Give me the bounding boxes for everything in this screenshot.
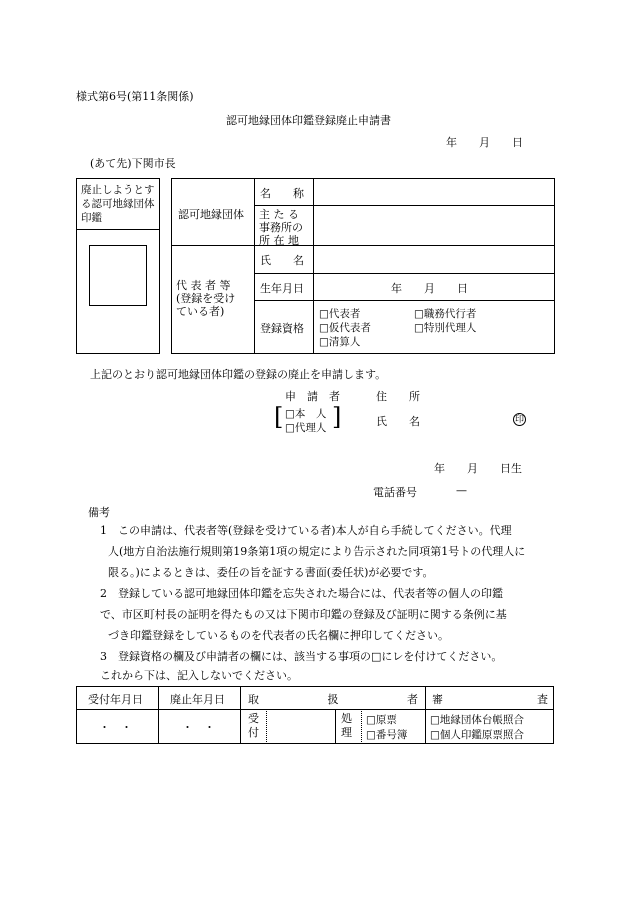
group-name-label: 名 称 <box>260 187 304 200</box>
qual-option-representative[interactable]: □代表者 <box>319 308 361 320</box>
rep-birth-label: 生年月日 <box>260 282 304 295</box>
office-header-review: 審 査 <box>432 693 548 706</box>
note-2-line-2: で、市区町村長の証明を得たもの又は下関市印鑑の登録及び証明に関する条例に基 <box>100 608 507 621</box>
rep-name-label: 氏 名 <box>260 254 304 267</box>
phone-separator: — <box>456 484 467 497</box>
qual-option-special-agent[interactable]: □特別代理人 <box>414 322 477 334</box>
shori-label: 処 理 <box>341 712 352 739</box>
rep-qual-label: 登録資格 <box>260 322 304 335</box>
application-statement: 上記のとおり認可地縁団体印鑑の登録の廃止を申請します。 <box>90 368 387 381</box>
qual-option-provisional[interactable]: □仮代表者 <box>319 322 371 334</box>
bracket-right: ] <box>332 403 342 431</box>
rep-birth-value[interactable]: 年 月 日 <box>391 282 468 295</box>
notes-heading: 備考 <box>88 506 110 519</box>
opt-original-record[interactable]: □原票 <box>366 714 397 726</box>
phone-label: 電話番号 <box>373 486 417 499</box>
group-office-label: 主 た る 事務所の 所 在 地 <box>259 208 303 247</box>
addressee: (あて先)下関市長 <box>90 157 176 170</box>
abolished-date-dots[interactable]: ・ ・ <box>182 721 215 734</box>
applicant-opt-agent[interactable]: □代理人 <box>285 422 327 434</box>
office-header-abolished: 廃止年月日 <box>170 693 225 706</box>
opt-group-ledger-check[interactable]: □地縁団体台帳照合 <box>430 714 524 726</box>
uketsuke-label: 受 付 <box>248 712 259 739</box>
office-header-handler: 取 扱 者 <box>248 693 418 706</box>
note-1-line-1: 1 この申請は、代表者等(登録を受けている者)本人が自ら手続してください。代理 <box>100 524 512 537</box>
received-date-dots[interactable]: ・ ・ <box>99 721 132 734</box>
seal-box-divider <box>76 229 160 230</box>
applicant-name-label: 氏 名 <box>376 415 420 428</box>
note-2-line-3: づき印鑑登録をしているものを代表者の氏名欄に押印してください。 <box>108 629 449 642</box>
form-title: 認可地縁団体印鑑登録廃止申請書 <box>226 114 391 127</box>
applicant-address-field[interactable] <box>440 388 550 404</box>
qual-option-liquidator[interactable]: □清算人 <box>319 336 361 348</box>
note-1-line-3: 限る。)によるときは、委任の旨を証する書面(委任状)が必要です。 <box>108 566 434 579</box>
group-name-field[interactable] <box>320 185 550 201</box>
seal-impression-area[interactable] <box>89 245 147 306</box>
applicant-birth-line[interactable]: 年 月 日生 <box>434 462 522 475</box>
applicant-heading: 申 請 者 <box>285 390 340 403</box>
group-section-label: 認可地縁団体 <box>178 208 244 221</box>
applicant-name-field[interactable] <box>440 413 508 429</box>
representative-section-label: 代 表 者 等 (登録を受け ている者) <box>176 279 236 318</box>
seal-mark-icon: 印 <box>514 415 524 425</box>
note-3-line-1: 3 登録資格の欄及び申請者の欄には、該当する事項の□にレを付けてください。 <box>100 650 503 663</box>
form-number: 様式第6号(第11条関係) <box>76 90 194 103</box>
rep-name-field[interactable] <box>320 252 550 268</box>
qual-option-acting[interactable]: □職務代行者 <box>414 308 477 320</box>
opt-personal-seal-check[interactable]: □個人印鑑原票照合 <box>430 729 524 741</box>
applicant-opt-self[interactable]: □本 人 <box>285 408 327 420</box>
bracket-left: [ <box>274 403 284 431</box>
note-1-line-2: 人(地方自治法施行規則第19条第1項の規定により告示された同項第1号トの代理人に <box>108 545 526 558</box>
applicant-address-label: 住 所 <box>376 390 420 403</box>
opt-number-ledger[interactable]: □番号簿 <box>366 729 408 741</box>
seal-box-label: 廃止しようとする認可地縁団体印鑑 <box>81 184 155 224</box>
group-office-field[interactable] <box>320 214 550 230</box>
date-line: 年 月 日 <box>446 136 523 149</box>
note-2-line-1: 2 登録している認可地縁団体印鑑を忘失された場合には、代表者等の個人の印鑑 <box>100 587 503 600</box>
office-header-received: 受付年月日 <box>88 693 143 706</box>
office-use-notice: これから下は、記入しないでください。 <box>100 669 298 682</box>
